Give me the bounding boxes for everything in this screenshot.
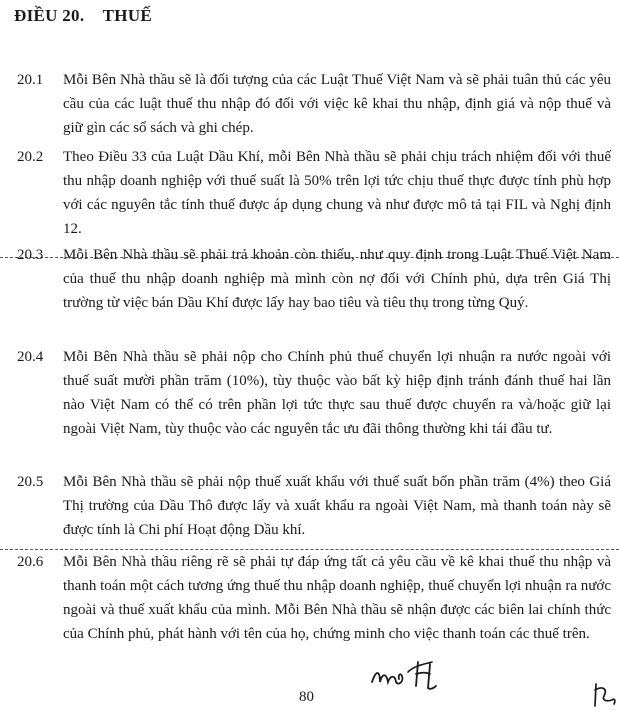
article-heading (14, 6, 152, 26)
clause-number: 20.3 (17, 247, 44, 263)
clause-text: Mỗi Bên Nhà thầu sẽ phải nộp cho Chính phủ thuế chuyển lợi nhuận ra nước ngoài với thuế suất mười phần trăm (10%), tùy thuộc vào bất kỳ hiệp định tránh đánh thuế hai lần nào Việt Nam có thể có trên phần lợi tức thực sau thuế được chuyển ra và/hoặc giữ lại ngoài Việt Nam, tùy thuộc vào các nguyên tắc ưu đãi thông thường khi tái đầu tư. (63, 349, 611, 437)
clause-number: 20.4 (17, 349, 44, 365)
clause-text: Mỗi Bên Nhà thầu sẽ là đối tượng của các Luật Thuế Việt Nam và sẽ phải tuân thủ các yêu cầu của các luật thuế thu nhập đó đối với việc kê khai thu nhập, định giá và nộp thuế và giữ gìn các sổ sách và ghi chép. (63, 72, 611, 136)
clause-number: 20.5 (17, 474, 44, 490)
handwritten-initial-mark (592, 680, 618, 710)
clause-text: Theo Điều 33 của Luật Dầu Khí, mỗi Bên Nhà thầu sẽ phải chịu trách nhiệm đối với thuế thu nhập doanh nghiệp với thuế suất là 50% trên lợi tức chịu thuế thực được tính phù hợp với các nguyên tắc tính thuế được áp dụng chung và như được mô tả tại FIL và Nghị định 12. (63, 149, 611, 237)
clause-number: 20.6 (17, 554, 44, 570)
clause-text: Mỗi Bên Nhà thầu riêng rẽ sẽ phải tự đáp ứng tất cả yêu cầu về kê khai thuế thu nhập và thanh toán một cách tương ứng thuế thu nhập doanh nghiệp, thuế chuyển lợi nhuận ra nước ngoài và thuế xuất khẩu của mình. Mỗi Bên Nhà thầu sẽ nhận được các biên lai chính thức của Chính phủ, phát hành với tên của họ, chứng minh cho việc thanh toán các thuế trên. (63, 554, 611, 642)
clause-text: Mỗi Bên Nhà thầu sẽ phải nộp thuế xuất khẩu với thuế suất bốn phần trăm (4%) theo Giá Thị trường của Dầu Thô được lấy và xuất khẩu ra ngoài Việt Nam, mà thanh toán này sẽ được tính là Chi phí Hoạt động Dầu khí. (63, 474, 611, 538)
article-title: THUẾ (102, 6, 153, 25)
page-number: 80 (299, 689, 314, 705)
handwritten-initials-signature (368, 652, 468, 694)
clause-number: 20.2 (17, 149, 44, 165)
article-number: ĐIỀU 20. (14, 6, 85, 25)
clause-number: 20.1 (17, 72, 44, 88)
clause-text: Mỗi Bên Nhà thầu sẽ phải trả khoản còn thiếu, như quy định trong Luật Thuế Việt Nam của thuế thu nhập doanh nghiệp mà mình còn nợ đối với Chính phủ, dựa trên Giá Thị trường từ việc bán Dầu Khí được lấy hay bao tiêu và tiêu thụ trong từng Quý. (63, 247, 611, 311)
